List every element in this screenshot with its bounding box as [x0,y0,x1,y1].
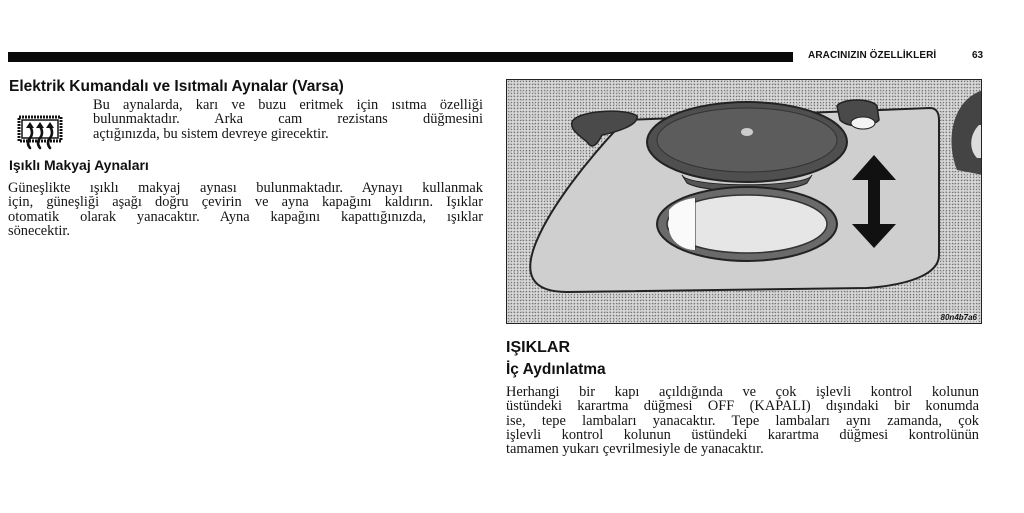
text-line: sönecektir. [8,222,70,239]
vanity-mirrors-heading: Işıklı Makyaj Aynaları [9,157,149,173]
figure-code: 80n4b7a6 [940,313,977,322]
text-line: açtığınızda, bu sistem devreye girecektir. [93,125,329,142]
text-line: bulunmaktadır. Arka cam rezistans düğmesini [93,111,483,128]
running-header-title: ARACINIZIN ÖZELLİKLERİ [808,50,937,61]
interior-lighting-subheading: İç Aydınlatma [506,361,606,378]
text-line: üstündeki karartma düğmesi OFF (KAPALI) dışındaki bir konumda [506,398,979,415]
text-line: için, güneşliği aşağı doğru çevirin ve ayna kapağını kaldırın. Işıklar [8,194,483,211]
sun-visor-illustration [506,79,982,324]
header-rule [8,52,793,62]
heated-mirrors-heading: Elektrik Kumandalı ve Isıtmalı Aynalar (Varsa) [9,78,344,95]
lights-heading: IŞIKLAR [506,339,570,356]
text-line: ise, tepe lambaları yanacaktır. Tepe lambaları aynı zamanda, çok [506,412,979,429]
heated-mirrors-body [93,98,483,141]
text-line: tamamen yukarı çevrilmesiyle de yanacaktır. [506,441,764,458]
text-line: otomatik olarak yanacaktır. Ayna kapağını kapattığınızda, ışıklar [8,208,483,225]
interior-lighting-body [506,385,979,456]
text-line: Bu aynalarda, karı ve buzu eritmek için ısıtma özelliği [93,97,483,113]
vanity-mirrors-body [8,181,483,238]
page-number: 63 [972,50,984,61]
text-line: işlevli kontrol kolunun üstündeki karartma düğmesi kontrolünün [506,426,979,443]
text-line: Güneşlikte ışıklı makyaj aynası bulunmaktadır. Aynayı kullanmak [8,180,483,196]
text-line: Herhangi bir kapı açıldığında ve çok işlevli kontrol kolunun [506,384,979,400]
rear-defroster-icon [16,114,64,152]
